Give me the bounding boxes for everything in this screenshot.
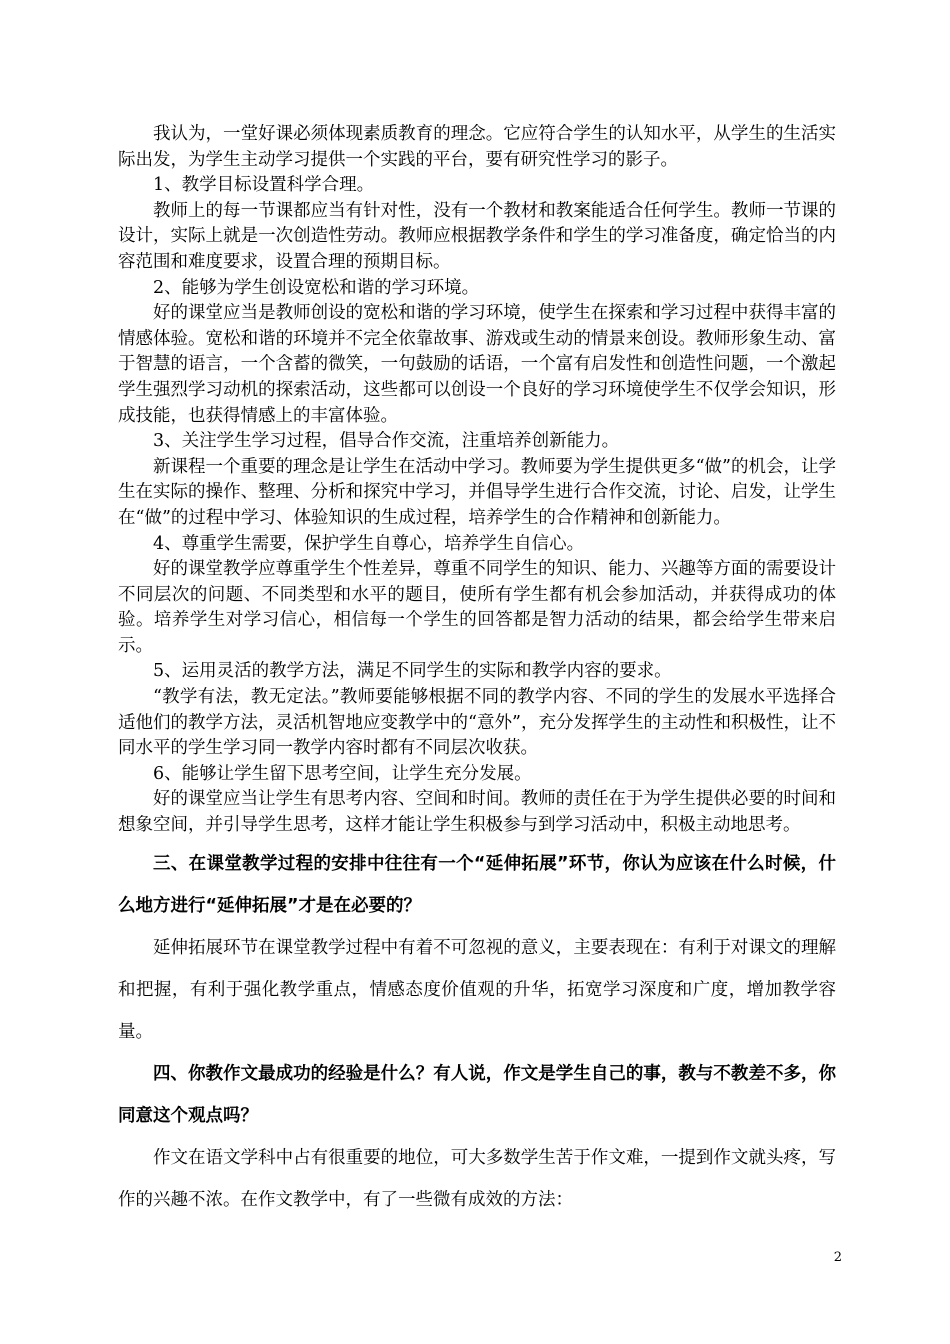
question-3-heading: 三、在课堂教学过程的安排中往往有一个“延伸拓展”环节，你认为应该在什么时候，什么地方进行“延伸拓展”才是在必要的？ [118,853,836,916]
question-4-answer: 作文在语文学科中占有很重要的地位，可大多数学生苦于作文难，一提到作文就头疼，写作的兴趣不浓。在作文教学中，有了一些微有成效的方法： [118,1147,836,1210]
point-6-body: 好的课堂应当让学生有思考内容、空间和时间。教师的责任在于为学生提供必要的时间和想象空间，并引导学生思考，这样才能让学生积极参与到学习活动中，积极主动地思考。 [118,789,836,836]
point-4-body: 好的课堂教学应尊重学生个性差异，尊重不同学生的知识、能力、兴趣等方面的需要设计不同层次的问题、不同类型和水平的题目，使所有学生都有机会参加活动，并获得成功的体验。培养学生对学习信心，相信每一个学生的回答都是智力活动的结果，都会给学生带来启示。 [118,559,836,656]
question-4-heading: 四、你教作文最成功的经验是什么？有人说，作文是学生自己的事，教与不教差不多，你同意这个观点吗？ [118,1063,836,1126]
point-2-body: 好的课堂应当是教师创设的宽松和谐的学习环境，使学生在探索和学习过程中获得丰富的情感体验。宽松和谐的环境并不完全依靠故事、游戏或生动的情景来创设。教师形象生动、富于智慧的语言，一个含蓄的微笑，一句鼓励的话语，一个富有启发性和创造性问题，一个激起学生强烈学习动机的探索活动，这些都可以创设一个良好的学习环境使学生不仅学会知识，形成技能，也获得情感上的丰富体验。 [118,303,836,426]
point-3-heading: 3、关注学生学习过程，倡导合作交流，注重培养创新能力。 [153,431,620,452]
intro-paragraph: 我认为，一堂好课必须体现素质教育的理念。它应符合学生的认知水平，从学生的生活实际出发，为学生主动学习提供一个实践的平台，要有研究性学习的影子。 [118,124,836,170]
point-1-body: 教师上的每一节课都应当有针对性，没有一个教材和教案能适合任何学生。教师一节课的设计，实际上就是一次创造性劳动。教师应根据教学条件和学生的学习准备度，确定恰当的内容范围和难度要求，设置合理的预期目标。 [118,200,836,272]
page-number: 2 [833,1250,842,1265]
point-5-heading: 5、运用灵活的教学方法，满足不同学生的实际和教学内容的要求。 [153,661,672,682]
point-6-heading: 6、能够让学生留下思考空间，让学生充分发展。 [153,763,532,784]
point-3-body: 新课程一个重要的理念是让学生在活动中学习。教师要为学生提供更多“做”的机会，让学生在实际的操作、整理、分析和探究中学习，并倡导学生进行合作交流，讨论、启发，让学生在“做”的过程中学习、体验知识的生成过程，培养学生的合作精神和创新能力。 [118,456,836,528]
document-body [118,122,836,1221]
point-5-body: “教学有法，教无定法。”教师要能够根据不同的教学内容、不同的学生的发展水平选择合适他们的教学方法，灵活机智地应变教学中的“意外”，充分发挥学生的主动性和积极性，让不同水平的学生学习同一教学内容时都有不同层次收获。 [118,687,836,759]
question-3-answer: 延伸拓展环节在课堂教学过程中有着不可忽视的意义，主要表现在：有利于对课文的理解和把握，有利于强化教学重点，情感态度价值观的升华，拓宽学习深度和广度，增加教学容量。 [118,937,836,1042]
point-2-heading: 2、能够为学生创设宽松和谐的学习环境。 [153,277,480,298]
point-1-heading: 1、教学目标设置科学合理。 [153,175,375,196]
point-4-heading: 4、尊重学生需要，保护学生自尊心，培养学生自信心。 [153,533,585,554]
